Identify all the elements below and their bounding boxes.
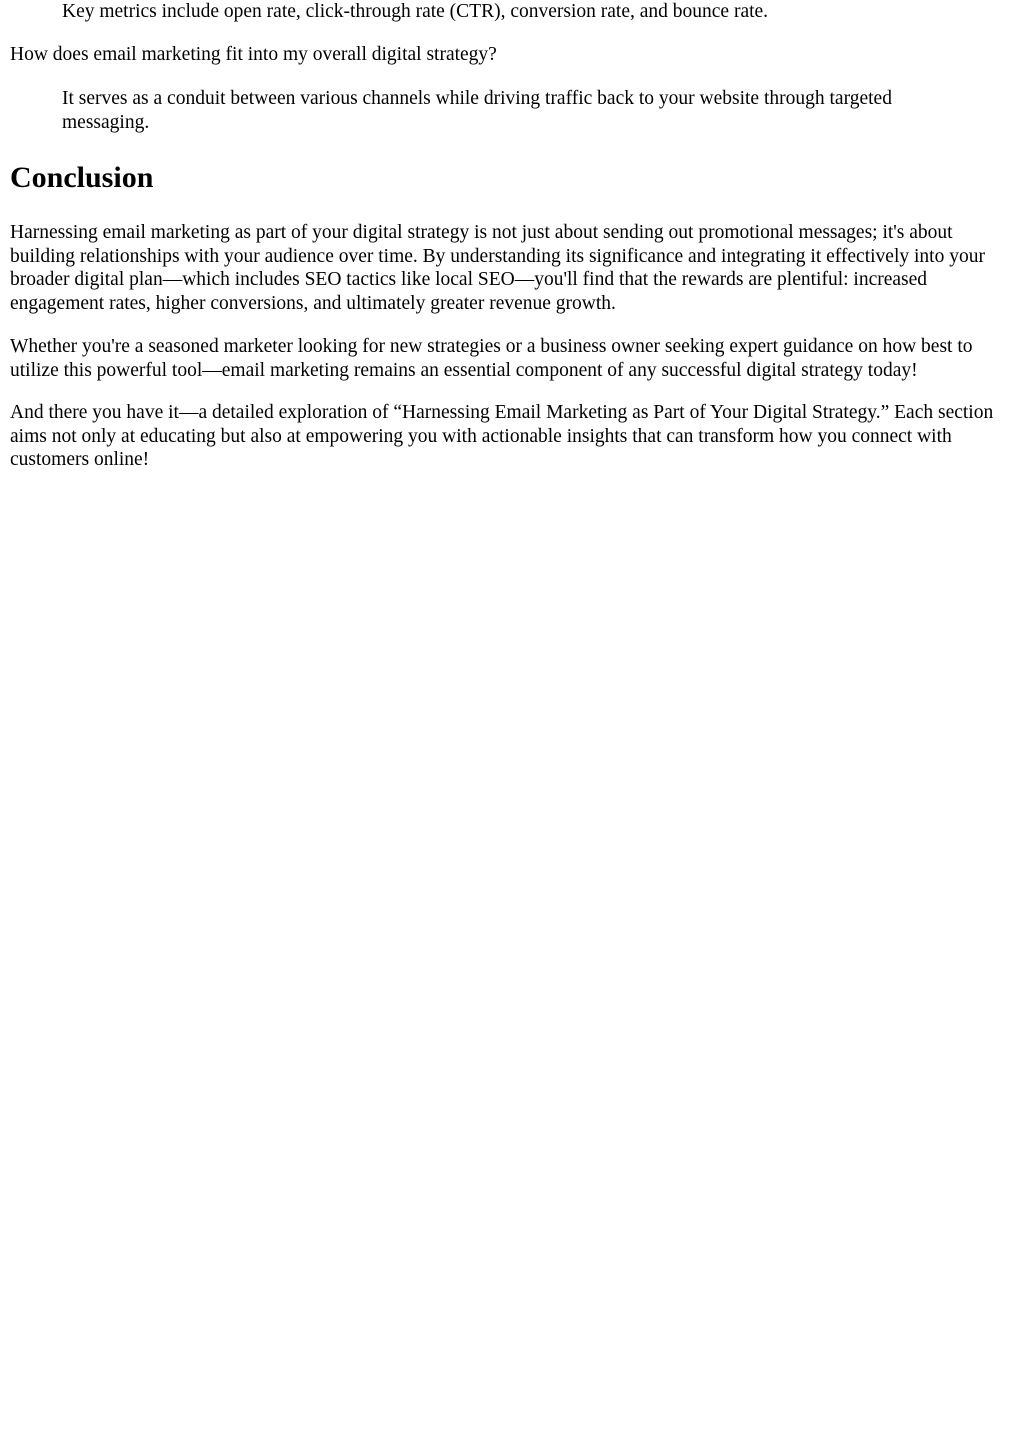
faq-answer-strategy-fit: It serves as a conduit between various channels while driving traffic back to your website through targeted messaging.	[62, 88, 892, 133]
faq-answer-metrics: Key metrics include open rate, click-through rate (CTR), conversion rate, and bounce rate.	[62, 1, 769, 22]
conclusion-paragraph-1: Harnessing email marketing as part of your digital strategy is not just about sending out promotional messages; it's about building relationships with your audience over time. By understanding its significance and integrating it effectively into your broader digital plan—which includes SEO tactics like local SEO—you'll find that the rewards are plentiful: increased engagement rates, higher conversions, and ultimately greater revenue growth.	[10, 222, 985, 314]
conclusion-paragraph-3: And there you have it—a detailed exploration of “Harnessing Email Marketing as Part of Your Digital Strategy.” Each section aims not only at educating but also at empowering you with actionable insights that can transform how you connect with customers online!	[10, 402, 994, 470]
conclusion-paragraph-2: Whether you're a seasoned marketer looking for new strategies or a business owner seeking expert guidance on how best to utilize this powerful tool—email marketing remains an essential component of any successful digital strategy today!	[10, 336, 973, 381]
faq-question-strategy-fit: How does email marketing fit into my overall digital strategy?	[10, 44, 497, 65]
conclusion-heading: Conclusion	[10, 161, 154, 194]
